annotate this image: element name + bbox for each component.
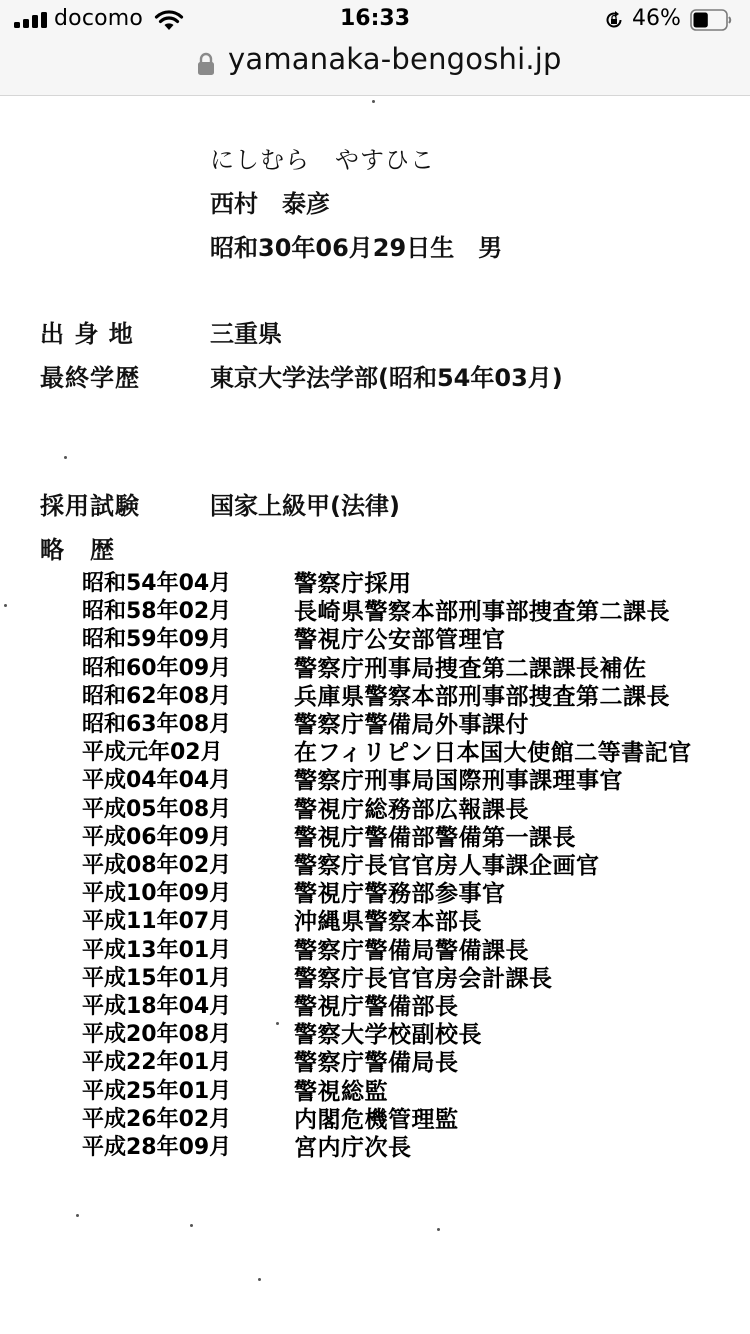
scan-speck: [190, 1224, 193, 1227]
career-post: 警察大学校副校長: [294, 1022, 482, 1049]
career-post: 警察庁警備局長: [294, 1050, 459, 1077]
full-name: 西村 泰彦: [210, 190, 330, 218]
career-row: [0, 852, 750, 880]
education-value: 東京大学法学部(昭和54年03月): [210, 364, 563, 392]
carrier-name: docomo: [54, 6, 144, 31]
url-text[interactable]: yamanaka-bengoshi.jp: [228, 42, 562, 76]
career-row: [0, 1021, 750, 1049]
career-row: [0, 880, 750, 908]
scan-speck: [372, 100, 375, 103]
status-bar: [0, 0, 750, 40]
career-row: [0, 824, 750, 852]
career-date: 昭和58年02月: [82, 599, 232, 625]
career-date: 平成15年01月: [82, 965, 232, 991]
career-date: 平成13年01月: [82, 937, 232, 963]
career-row: [0, 908, 750, 936]
scan-speck: [64, 456, 67, 459]
career-post: 宮内庁次長: [294, 1135, 412, 1161]
career-row: [0, 655, 750, 683]
career-row: [0, 937, 750, 965]
career-row: [0, 796, 750, 824]
career-label: 略 歴: [40, 536, 115, 564]
exam-value: 国家上級甲(法律): [210, 492, 400, 520]
career-row: [0, 993, 750, 1021]
career-post: 警視庁警務部参事官: [294, 881, 506, 908]
birthplace-label: 出 身 地: [40, 320, 134, 348]
career-post: 長崎県警察本部刑事部捜査第二課長: [294, 599, 670, 626]
career-post: 在フィリピン日本国大使館二等書記官: [294, 740, 692, 767]
career-row: [0, 1106, 750, 1134]
career-post: 警視庁警備部長: [294, 994, 459, 1020]
resume-document: [0, 96, 750, 1334]
career-date: 平成26年02月: [82, 1106, 232, 1132]
career-row: [0, 965, 750, 993]
career-post: 警察庁長官官房会計課長: [294, 965, 553, 992]
career-row: [0, 767, 750, 795]
padlock-icon: [197, 52, 215, 76]
scan-speck: [276, 1022, 279, 1025]
career-row: [0, 1049, 750, 1077]
scan-speck: [437, 1228, 440, 1231]
career-row: [0, 598, 750, 626]
career-date: 昭和59年09月: [82, 627, 232, 653]
scan-speck: [4, 604, 7, 607]
career-post: 警察庁刑事局国際刑事課理事官: [294, 768, 623, 795]
career-date: 平成06年09月: [82, 824, 232, 850]
scan-speck: [76, 1214, 79, 1217]
battery-percent: 46%: [632, 6, 681, 31]
career-row: [0, 1078, 750, 1106]
career-row: [0, 1134, 750, 1162]
career-post: 警察庁採用: [294, 571, 412, 597]
career-date: 昭和63年08月: [82, 712, 232, 737]
career-post: 警視庁総務部広報課長: [294, 796, 529, 823]
battery-icon: [690, 9, 732, 31]
career-date: 平成10年09月: [82, 881, 232, 907]
career-date: 平成05年08月: [82, 796, 232, 822]
career-post: 警視庁公安部管理官: [294, 627, 506, 654]
career-date: 平成18年04月: [82, 994, 232, 1019]
career-date: 昭和60年09月: [82, 655, 232, 681]
career-date: 平成28年09月: [82, 1135, 232, 1160]
career-post: 兵庫県警察本部刑事部捜査第二課長: [294, 683, 670, 710]
career-date: 昭和54年04月: [82, 571, 232, 596]
browser-chrome: [0, 0, 750, 96]
career-date: 昭和62年08月: [82, 683, 232, 709]
career-post: 警察庁警備局外事課付: [294, 712, 529, 738]
career-date: 平成20年08月: [82, 1022, 232, 1048]
career-row: [0, 711, 750, 739]
career-post: 警視総監: [294, 1078, 388, 1105]
career-row: [0, 683, 750, 711]
career-post: 沖縄県警察本部長: [294, 909, 482, 936]
career-date: 平成25年01月: [82, 1078, 232, 1104]
career-row: [0, 570, 750, 598]
career-post: 内閣危機管理監: [294, 1106, 459, 1133]
exam-label: 採用試験: [40, 492, 140, 520]
status-time: 16:33: [339, 6, 411, 31]
address-bar[interactable]: [0, 40, 750, 95]
career-date: 平成11年07月: [82, 909, 232, 935]
career-date: 平成元年02月: [82, 740, 223, 766]
scan-speck: [258, 1278, 261, 1281]
career-date: 平成22年01月: [82, 1050, 232, 1076]
career-row: [0, 739, 750, 767]
career-post: 警察庁警備局警備課長: [294, 937, 529, 964]
birthplace-value: 三重県: [210, 320, 282, 348]
education-label: 最終学歴: [40, 364, 140, 392]
career-post: 警視庁警備部警備第一課長: [294, 824, 576, 851]
career-date: 平成04年04月: [82, 768, 232, 794]
career-post: 警察庁長官官房人事課企画官: [294, 853, 600, 879]
career-post: 警察庁刑事局捜査第二課課長補佐: [294, 655, 647, 682]
name-reading: にしむら やすひこ: [210, 146, 435, 174]
birth-date: 昭和30年06月29日生 男: [210, 234, 503, 262]
orientation-lock-icon: [604, 10, 624, 30]
career-date: 平成08年02月: [82, 853, 232, 878]
career-row: [0, 626, 750, 654]
